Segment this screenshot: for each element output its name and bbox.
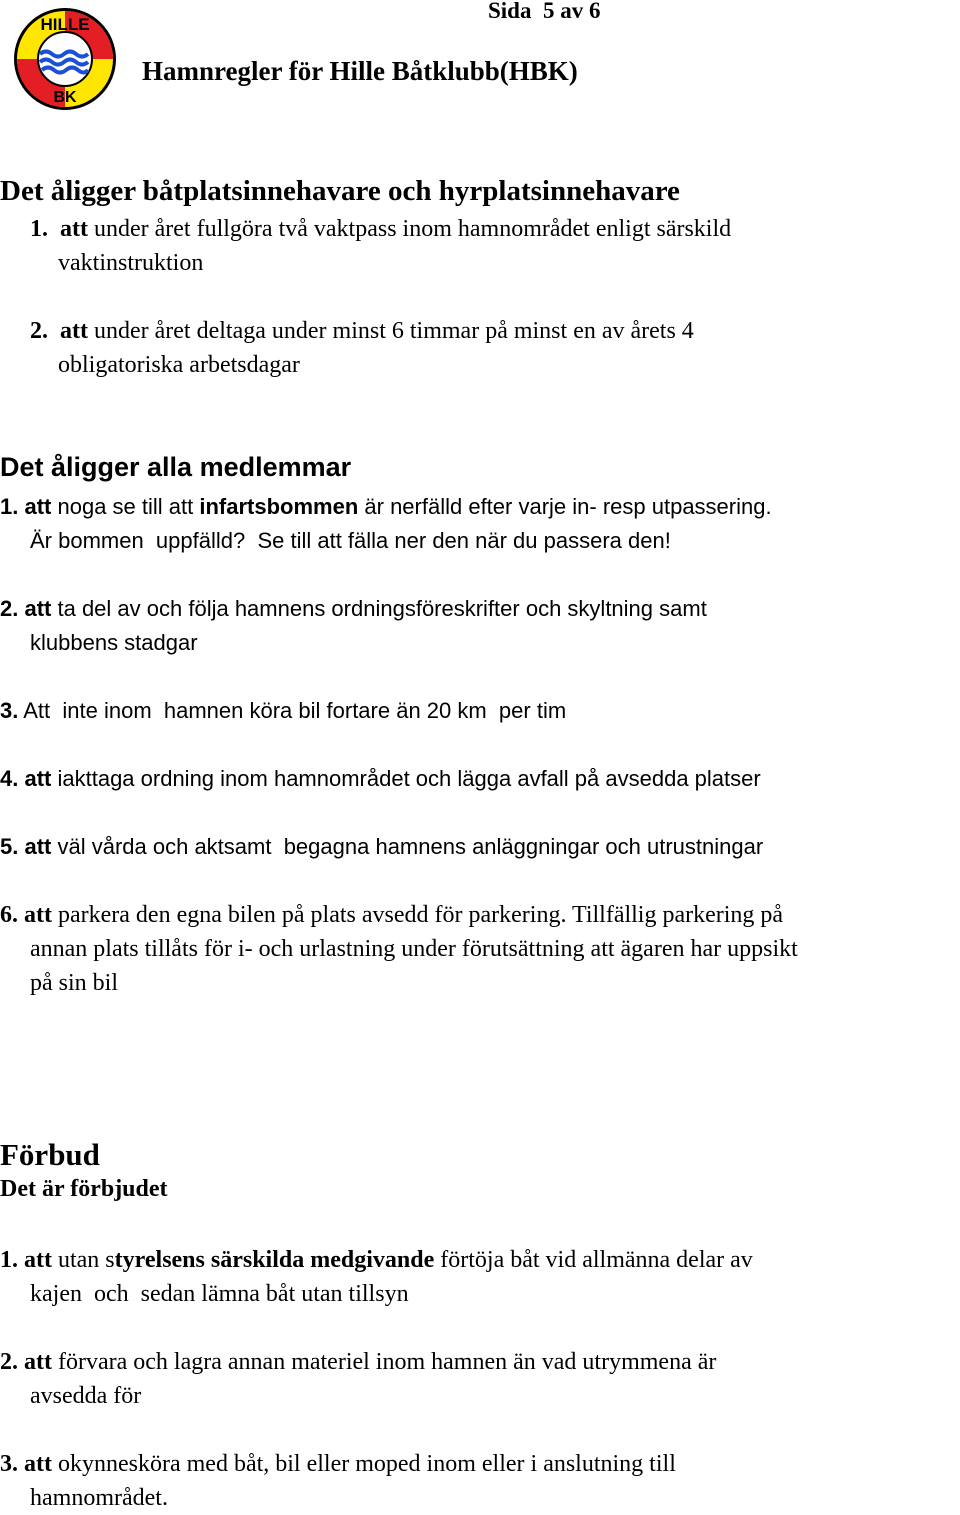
section-subheading-forbjudet: Det är förbjudet bbox=[0, 1176, 168, 1202]
svg-text:HILLE: HILLE bbox=[40, 15, 90, 34]
list-item: 2. att förvara och lagra annan materiel inom hamnen än vad utrymmena är avsedda för bbox=[0, 1349, 717, 1409]
list-item: 1. att under året fullgöra två vaktpass inom hamnområdet enligt särskild vaktinstruktion bbox=[30, 216, 732, 276]
list-item: 1. att utan styrelsens särskilda medgivande förtöja båt vid allmänna delar av kajen och sedan lämna båt utan tillsyn bbox=[0, 1247, 753, 1307]
list-item: 6. att parkera den egna bilen på plats avsedd för parkering. Tillfällig parkering på annan plats tillåts för i- och urlastning under förutsättning att ägaren har uppsikt på sin bil bbox=[0, 902, 798, 996]
list-item: 3. Att inte inom hamnen köra bil fortare än 20 km per tim bbox=[0, 698, 567, 723]
section-heading-alla-medlemmar: Det åligger alla medlemmar bbox=[0, 452, 352, 482]
list-item: 2. att ta del av och följa hamnens ordningsföreskrifter och skyltning samt klubbens stadgar bbox=[0, 596, 707, 655]
section-heading-platsinnehavare: Det åligger båtplatsinnehavare och hyrplatsinnehavare bbox=[0, 175, 680, 207]
page-number: Sida 5 av 6 bbox=[488, 0, 601, 23]
section-heading-forbud: Förbud bbox=[0, 1137, 100, 1172]
list-item: 1. att noga se till att infartsbommen är nerfälld efter varje in- resp utpassering. Är bommen uppfälld? Se till att fälla ner den när du passera den! bbox=[0, 494, 772, 553]
list-item: 4. att iakttaga ordning inom hamnområdet och lägga avfall på avsedda platser bbox=[0, 766, 761, 791]
list-item: 5. att väl vårda och aktsamt begagna hamnens anläggningar och utrustningar bbox=[0, 834, 764, 859]
document-title: Hamnregler för Hille Båtklubb(HBK) bbox=[142, 56, 578, 86]
svg-text:BK: BK bbox=[53, 89, 77, 106]
list-item: 3. att okynnesköra med båt, bil eller moped inom eller i anslutning till hamnområdet. bbox=[0, 1451, 676, 1511]
lifebuoy-logo-icon bbox=[12, 6, 118, 112]
list-item: 2. att under året deltaga under minst 6 timmar på minst en av årets 4 obligatoriska arbetsdagar bbox=[30, 318, 694, 378]
